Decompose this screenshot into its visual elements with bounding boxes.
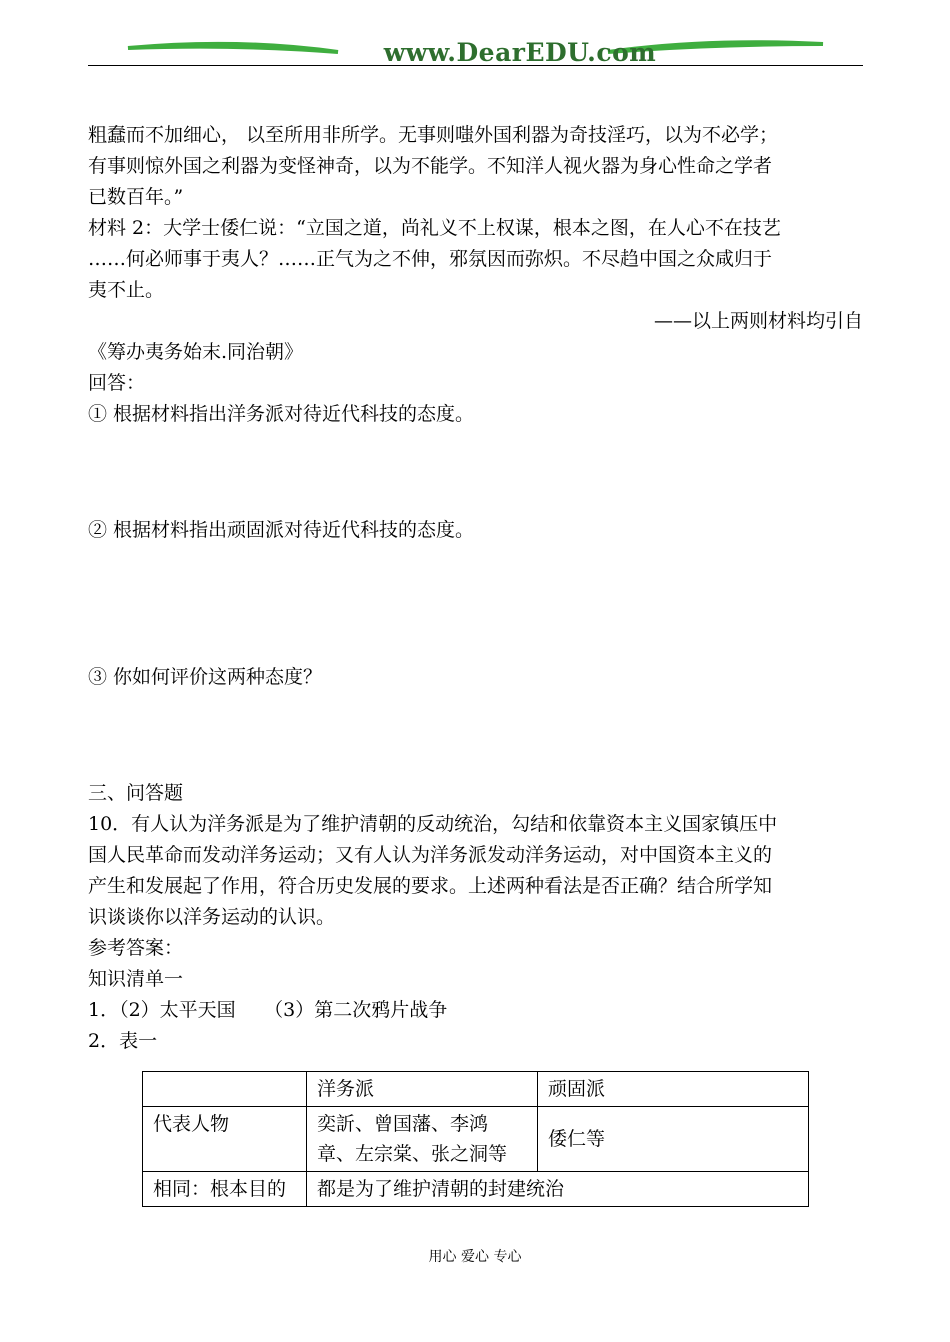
- table-cell: [307, 1107, 538, 1172]
- text-line: 粗蠢而不加细心， 以至所用非所学。无事则嗤外国利器为奇技淫巧，以为不必学；: [88, 124, 779, 146]
- table-cell: [143, 1072, 307, 1107]
- text-line: 夷不止。: [88, 279, 165, 301]
- table-row: [143, 1072, 809, 1107]
- text-line: 识谈谈你以洋务运动的认识。: [88, 906, 336, 928]
- source-title: 《筹办夷务始末.同治朝》: [88, 341, 304, 363]
- table-cell: 都是为了维护清朝的封建统治: [307, 1172, 809, 1207]
- document-body: [88, 120, 863, 1057]
- table-cell: 相同：根本目的: [143, 1172, 307, 1207]
- text-line: 国人民革命而发动洋务运动；又有人认为洋务派发动洋务运动，对中国资本主义的: [88, 844, 773, 866]
- site-brand: www.DearEDU.com: [383, 38, 657, 67]
- header-rule: [88, 65, 863, 66]
- text-line: 有事则惊外国之利器为变怪神奇，以为不能学。不知洋人视火器为身心性命之学者: [88, 155, 773, 177]
- table-cell: 倭仁等: [538, 1107, 809, 1172]
- answer-heading: 回答：: [88, 372, 146, 394]
- table-cell: 代表人物: [143, 1107, 307, 1172]
- text-line: 材料 2：大学士倭仁说：“立国之道，尚礼义不上权谋，根本之图，在人心不在技艺: [88, 217, 781, 239]
- question-1: ① 根据材料指出洋务派对待近代科技的态度。: [88, 403, 475, 425]
- table-row: [143, 1172, 809, 1207]
- section-heading: 三、问答题: [88, 782, 184, 804]
- page-header: [88, 30, 863, 70]
- cell-line: 章、左宗棠、张之洞等: [317, 1143, 508, 1165]
- text-line: 已数百年。”: [88, 186, 184, 208]
- question-3: ③ 你如何评价这两种态度？: [88, 666, 323, 688]
- text-line: 知识清单一: [88, 968, 184, 990]
- text-line: 1．（2）太平天国 （3）第二次鸦片战争: [88, 999, 448, 1021]
- table-row: [143, 1107, 809, 1172]
- source-attribution: ——以上两则材料均引自: [653, 310, 863, 332]
- page-footer: 用心 爱心 专心: [428, 1249, 522, 1265]
- text-line: ……何必师事于夷人？……正气为之不伸，邪氛因而弥炽。不尽趋中国之众咸归于: [88, 248, 773, 270]
- text-line: 10．有人认为洋务派是为了维护清朝的反动统治，勾结和依靠资本主义国家镇压中: [88, 813, 778, 835]
- reference-heading: 参考答案：: [88, 937, 184, 959]
- cell-line: 奕訢、曾国藩、李鸿: [317, 1113, 489, 1135]
- comparison-table: [142, 1071, 809, 1207]
- table-header-cell: 洋务派: [307, 1072, 538, 1107]
- text-line: 产生和发展起了作用，符合历史发展的要求。上述两种看法是否正确？结合所学知: [88, 875, 773, 897]
- text-line: 2．表一: [88, 1030, 158, 1052]
- table-header-cell: 顽固派: [538, 1072, 809, 1107]
- question-2: ② 根据材料指出顽固派对待近代科技的态度。: [88, 519, 475, 541]
